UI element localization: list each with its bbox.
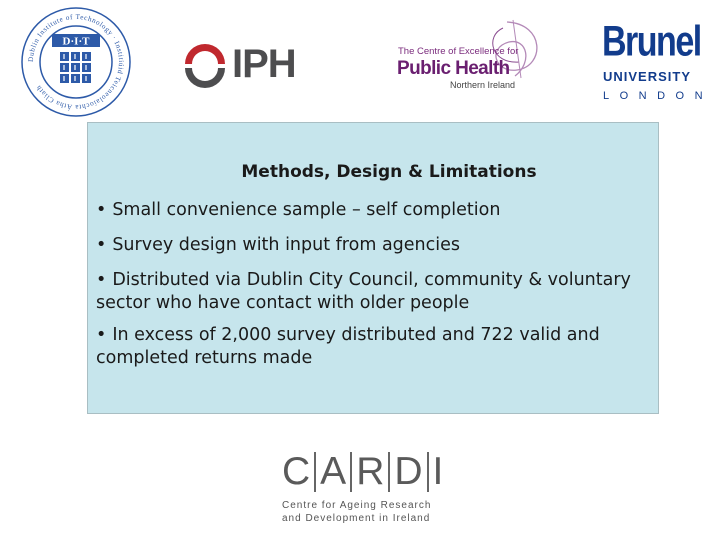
bullet-item xyxy=(96,269,644,315)
cardi-letter: I xyxy=(432,450,444,493)
dit-center-text: D·I·T xyxy=(62,35,90,48)
brunel-london: LONDON xyxy=(603,90,714,102)
bullet-text: Distributed via Dublin City Council, community & voluntary sector who have contact with older people xyxy=(96,270,631,313)
brunel-logo xyxy=(598,18,714,105)
dit-seal-icon xyxy=(20,6,132,118)
bullet-text: In excess of 2,000 survey distributed and 722 valid and completed returns made xyxy=(96,325,600,368)
public-health-line1: The Centre of Excellence for xyxy=(398,46,519,57)
bullet-text: Survey design with input from agencies xyxy=(112,235,460,255)
cardi-letter: C xyxy=(282,450,311,493)
bullet-text: Small convenience sample – self completion xyxy=(112,200,501,220)
cardi-line1: Centre for Ageing Research xyxy=(282,500,432,511)
dit-ring-text: Dublin Institute of Technology · Institiúid Teicneolaíochta Átha Cliath xyxy=(26,12,126,112)
bullet-item xyxy=(96,324,644,370)
cardi-letter: D xyxy=(394,450,423,493)
bullet-marker: • xyxy=(96,270,107,290)
bullet-list xyxy=(96,199,644,382)
bullet-marker: • xyxy=(96,325,107,345)
public-health-line3: Northern Ireland xyxy=(450,80,516,90)
bullet-item xyxy=(96,234,644,257)
brunel-name: Brunel xyxy=(602,18,701,66)
cardi-logo xyxy=(270,446,470,531)
dit-logo xyxy=(20,6,132,118)
bullet-marker: • xyxy=(96,200,107,220)
cardi-line2: and Development in Ireland xyxy=(282,513,431,524)
iph-text: IPH xyxy=(232,42,296,86)
public-health-line2: Public Health xyxy=(397,58,510,79)
bullet-marker: • xyxy=(96,235,107,255)
public-health-logo xyxy=(395,18,555,98)
iph-ring-icon xyxy=(180,40,230,92)
cardi-letters xyxy=(278,450,447,494)
bullet-item xyxy=(96,199,644,222)
iph-logo xyxy=(180,40,305,92)
slide-title: Methods, Design & Limitations xyxy=(241,162,537,182)
cardi-letter: R xyxy=(356,450,385,493)
content-box xyxy=(87,122,659,414)
brunel-university: UNIVERSITY xyxy=(603,69,692,84)
cardi-letter: A xyxy=(320,450,347,493)
